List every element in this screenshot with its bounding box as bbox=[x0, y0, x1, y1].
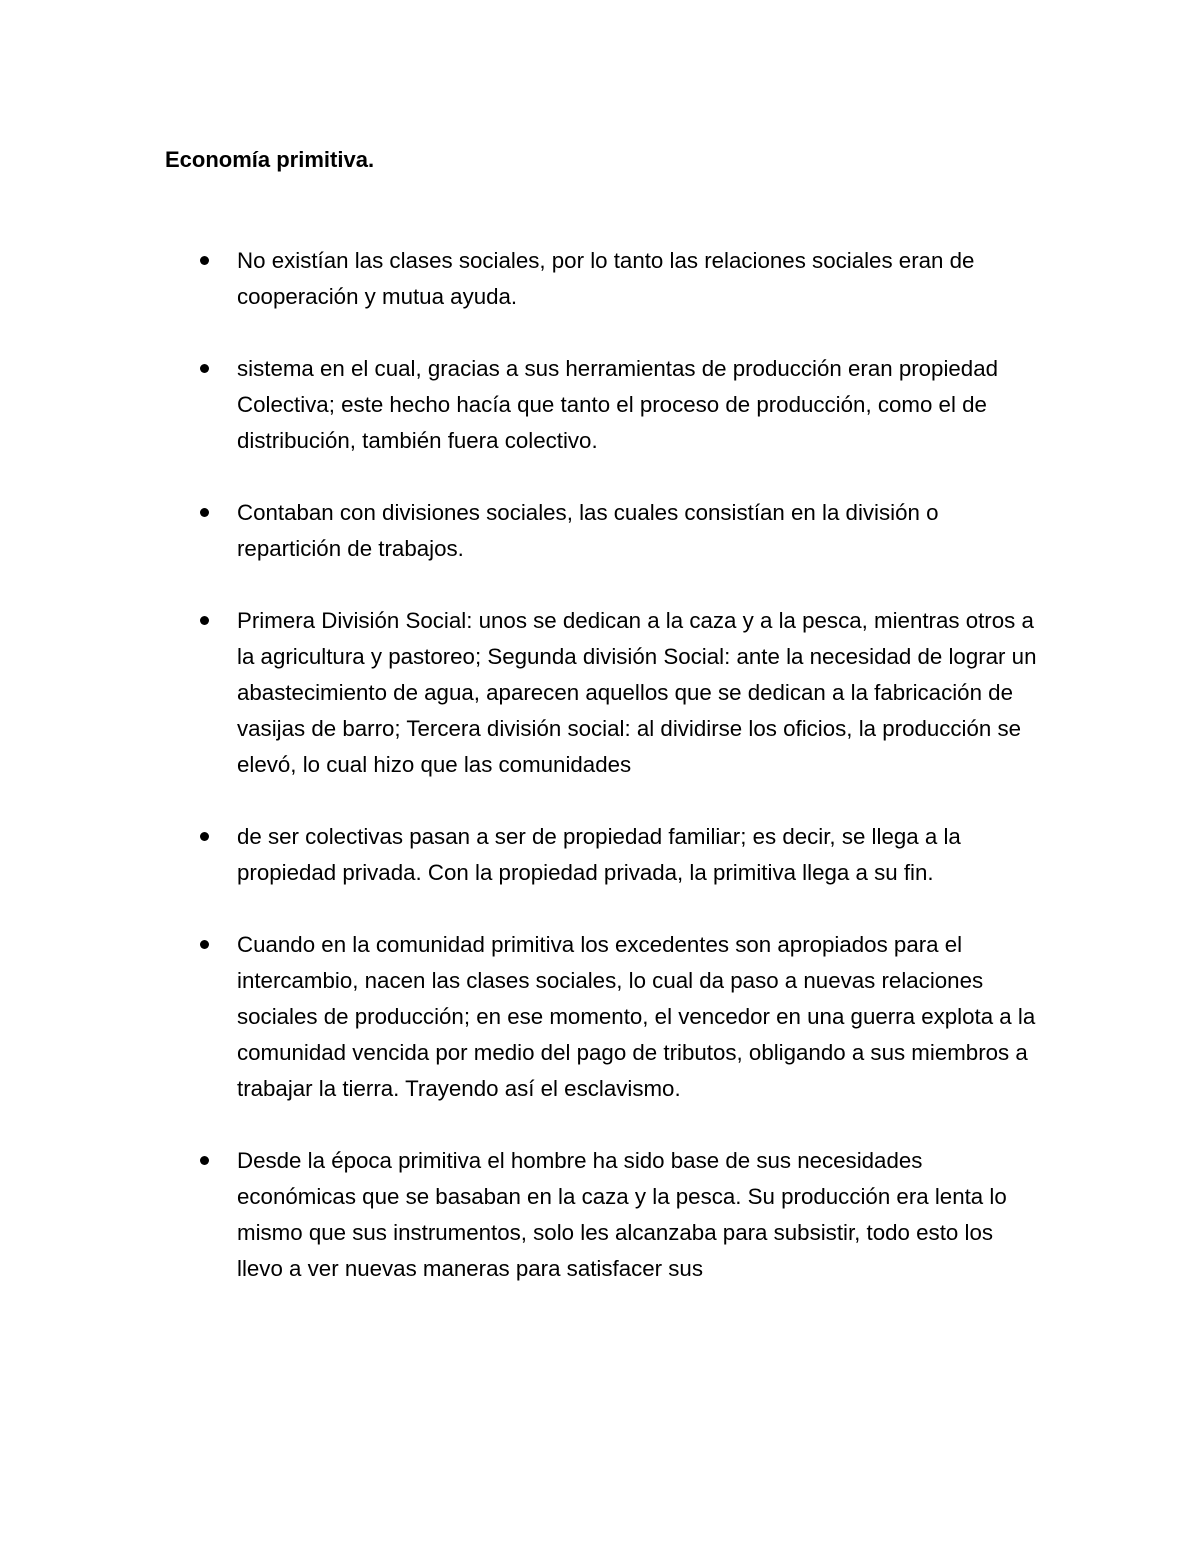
list-item bbox=[0, 351, 1037, 459]
list-item-text: sistema en el cual, gracias a sus herramientas de producción eran propiedad Colectiva; este hecho hacía que tanto el proceso de producción, como el de distribución, también fuera colectivo. bbox=[237, 356, 999, 453]
list-item-text: Primera División Social: unos se dedican a la caza y a la pesca, mientras otros a la agricultura y pastoreo; Segunda división Social: ante la necesidad de lograr un abastecimiento de agua, aparecen aquellos que se dedican a la fabricación de vasijas de barro; Tercera división social: al dividirse los oficios, la producción se elevó, lo cual hizo que las comunidades bbox=[237, 608, 1037, 777]
bullet-icon bbox=[200, 364, 209, 373]
bullet-icon bbox=[200, 616, 209, 625]
document-title: Economía primitiva. bbox=[165, 147, 375, 172]
list-item bbox=[0, 495, 1037, 567]
list-item bbox=[0, 1143, 1037, 1287]
list-item-text: Cuando en la comunidad primitiva los excedentes son apropiados para el intercambio, nacen las clases sociales, lo cual da paso a nuevas relaciones sociales de producción; en ese momento, el vencedor en una guerra explota a la comunidad vencida por medio del pago de tributos, obligando a sus miembros a trabajar la tierra. Trayendo así el esclavismo. bbox=[237, 932, 1036, 1101]
list-item bbox=[0, 243, 1037, 315]
bullet-icon bbox=[200, 940, 209, 949]
bullet-icon bbox=[200, 508, 209, 517]
list-item-text: de ser colectivas pasan a ser de propiedad familiar; es decir, se llega a la propiedad privada. Con la propiedad privada, la primitiva llega a su fin. bbox=[237, 824, 961, 885]
list-item bbox=[0, 819, 1037, 891]
list-item-text: Contaban con divisiones sociales, las cuales consistían en la división o repartición de trabajos. bbox=[237, 500, 939, 561]
bullet-icon bbox=[200, 256, 209, 265]
list-item-text: Desde la época primitiva el hombre ha sido base de sus necesidades económicas que se basaban en la caza y la pesca. Su producción era lenta lo mismo que sus instrumentos, solo les alcanzaba para subsistir, todo esto los llevo a ver nuevas maneras para satisfacer sus bbox=[237, 1148, 1007, 1281]
list-item bbox=[0, 927, 1037, 1107]
list-item bbox=[0, 603, 1037, 783]
bullet-icon bbox=[200, 832, 209, 841]
list-item-text: No existían las clases sociales, por lo tanto las relaciones sociales eran de cooperación y mutua ayuda. bbox=[237, 248, 975, 309]
bullet-icon bbox=[200, 1156, 209, 1165]
bullet-list bbox=[0, 243, 1200, 1323]
